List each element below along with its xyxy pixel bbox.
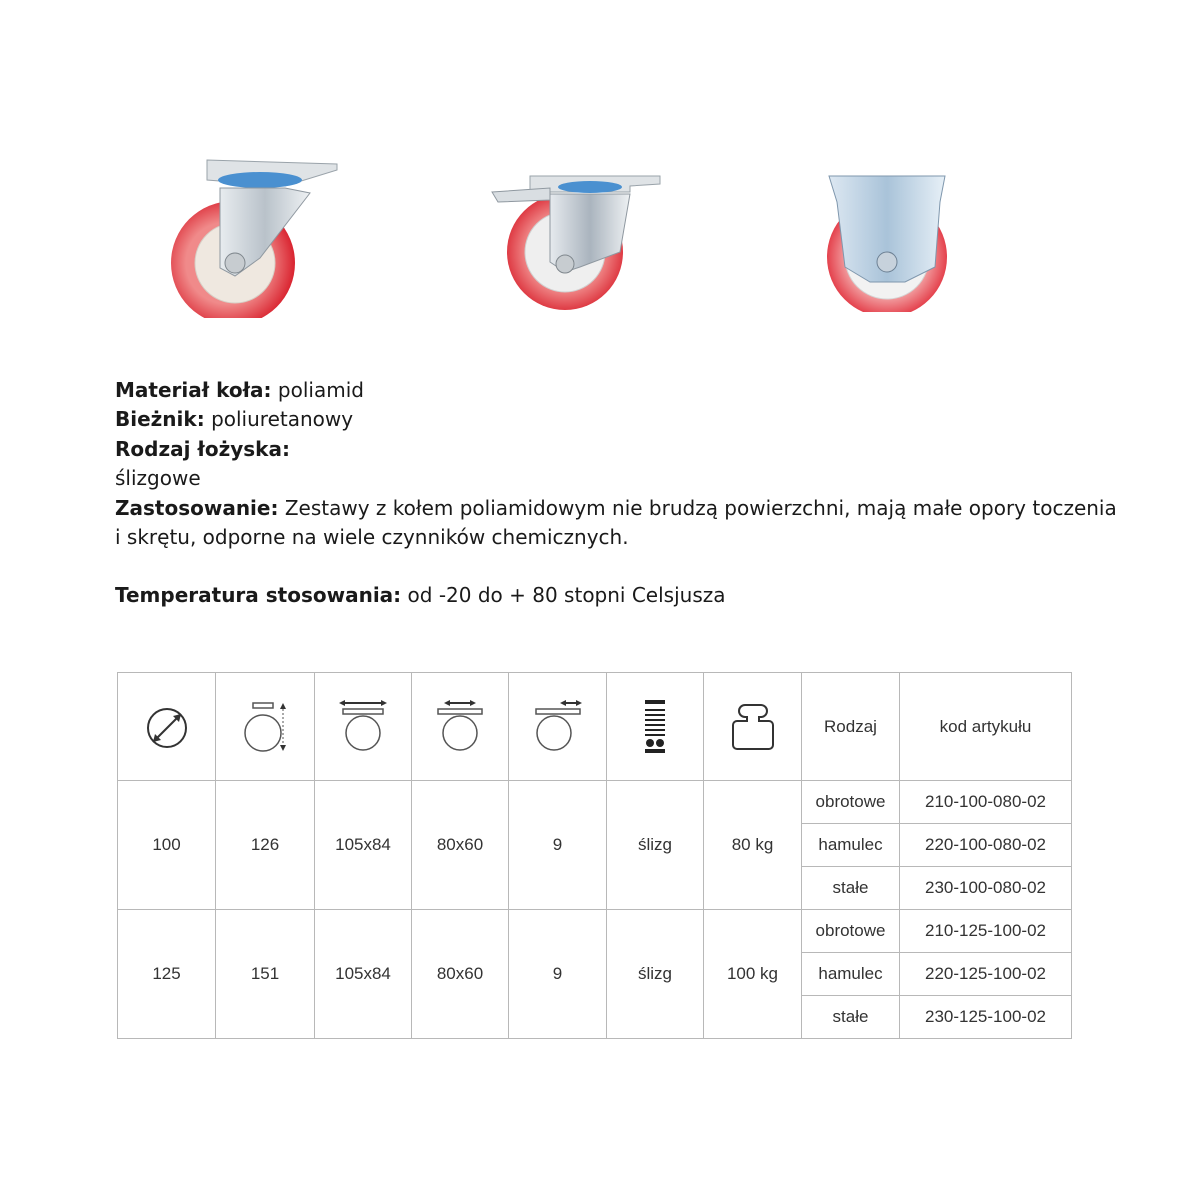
code-cell: 220-100-080-02 bbox=[900, 824, 1072, 867]
plate-cell: 105x84 bbox=[315, 910, 412, 1039]
code-cell: 210-125-100-02 bbox=[900, 910, 1072, 953]
type-cell: hamulec bbox=[802, 953, 900, 996]
diameter-cell: 125 bbox=[118, 910, 216, 1039]
plate-cell: 105x84 bbox=[315, 781, 412, 910]
bearing-cell: ślizg bbox=[607, 781, 704, 910]
type-cell: obrotowe bbox=[802, 910, 900, 953]
usage-line bbox=[115, 494, 1125, 553]
material-label: Materiał koła: bbox=[115, 378, 272, 402]
code-cell: 230-100-080-02 bbox=[900, 867, 1072, 910]
load-capacity-icon bbox=[704, 673, 802, 781]
diameter-cell: 100 bbox=[118, 781, 216, 910]
material-value: poliamid bbox=[277, 378, 364, 402]
height-cell: 151 bbox=[216, 910, 315, 1039]
header-code: kod artykułu bbox=[900, 673, 1072, 781]
spacing-cell: 80x60 bbox=[412, 910, 509, 1039]
code-cell: 220-125-100-02 bbox=[900, 953, 1072, 996]
bearing-cell: ślizg bbox=[607, 910, 704, 1039]
bearing-line bbox=[115, 435, 1125, 464]
bolt-hole-icon bbox=[509, 673, 607, 781]
bearing-value: ślizgowe bbox=[115, 466, 201, 491]
bearing-type-icon bbox=[607, 673, 704, 781]
swivel-caster-image bbox=[165, 158, 345, 318]
table-row bbox=[118, 781, 1072, 824]
plate-size-icon bbox=[315, 673, 412, 781]
wheel-diameter-icon bbox=[118, 673, 216, 781]
braked-caster-image bbox=[490, 172, 670, 312]
header-type: Rodzaj bbox=[802, 673, 900, 781]
spacing-cell: 80x60 bbox=[412, 781, 509, 910]
fixed-caster-image bbox=[825, 172, 955, 312]
type-cell: stałe bbox=[802, 996, 900, 1039]
temperature-line bbox=[115, 581, 1125, 610]
material-line bbox=[115, 376, 1125, 405]
bolt-spacing-icon bbox=[412, 673, 509, 781]
product-images bbox=[0, 150, 1190, 330]
bearing-label: Rodzaj łożyska: bbox=[115, 436, 290, 461]
specification-table bbox=[117, 672, 1072, 1039]
tread-line bbox=[115, 405, 1125, 434]
product-description bbox=[115, 376, 1125, 611]
load-cell: 100 kg bbox=[704, 910, 802, 1039]
table-header-row bbox=[118, 673, 1072, 781]
table-row bbox=[118, 910, 1072, 953]
height-cell: 126 bbox=[216, 781, 315, 910]
total-height-icon bbox=[216, 673, 315, 781]
hole-cell: 9 bbox=[509, 910, 607, 1039]
code-cell: 230-125-100-02 bbox=[900, 996, 1072, 1039]
type-cell: stałe bbox=[802, 867, 900, 910]
tread-label: Bieżnik: bbox=[115, 407, 205, 432]
hole-cell: 9 bbox=[509, 781, 607, 910]
type-cell: obrotowe bbox=[802, 781, 900, 824]
type-cell: hamulec bbox=[802, 824, 900, 867]
tread-value: poliuretanowy bbox=[211, 407, 354, 432]
load-cell: 80 kg bbox=[704, 781, 802, 910]
temperature-value: od -20 do + 80 stopni Celsjusza bbox=[407, 583, 726, 608]
code-cell: 210-100-080-02 bbox=[900, 781, 1072, 824]
usage-label: Zastosowanie: bbox=[115, 495, 279, 520]
temperature-label: Temperatura stosowania: bbox=[115, 583, 402, 608]
usage-value: Zestawy z kołem poliamidowym nie brudzą powierzchni, mają małe opory toczenia i skrętu, odporne na wiele czynników chemicznych. bbox=[115, 495, 1117, 550]
